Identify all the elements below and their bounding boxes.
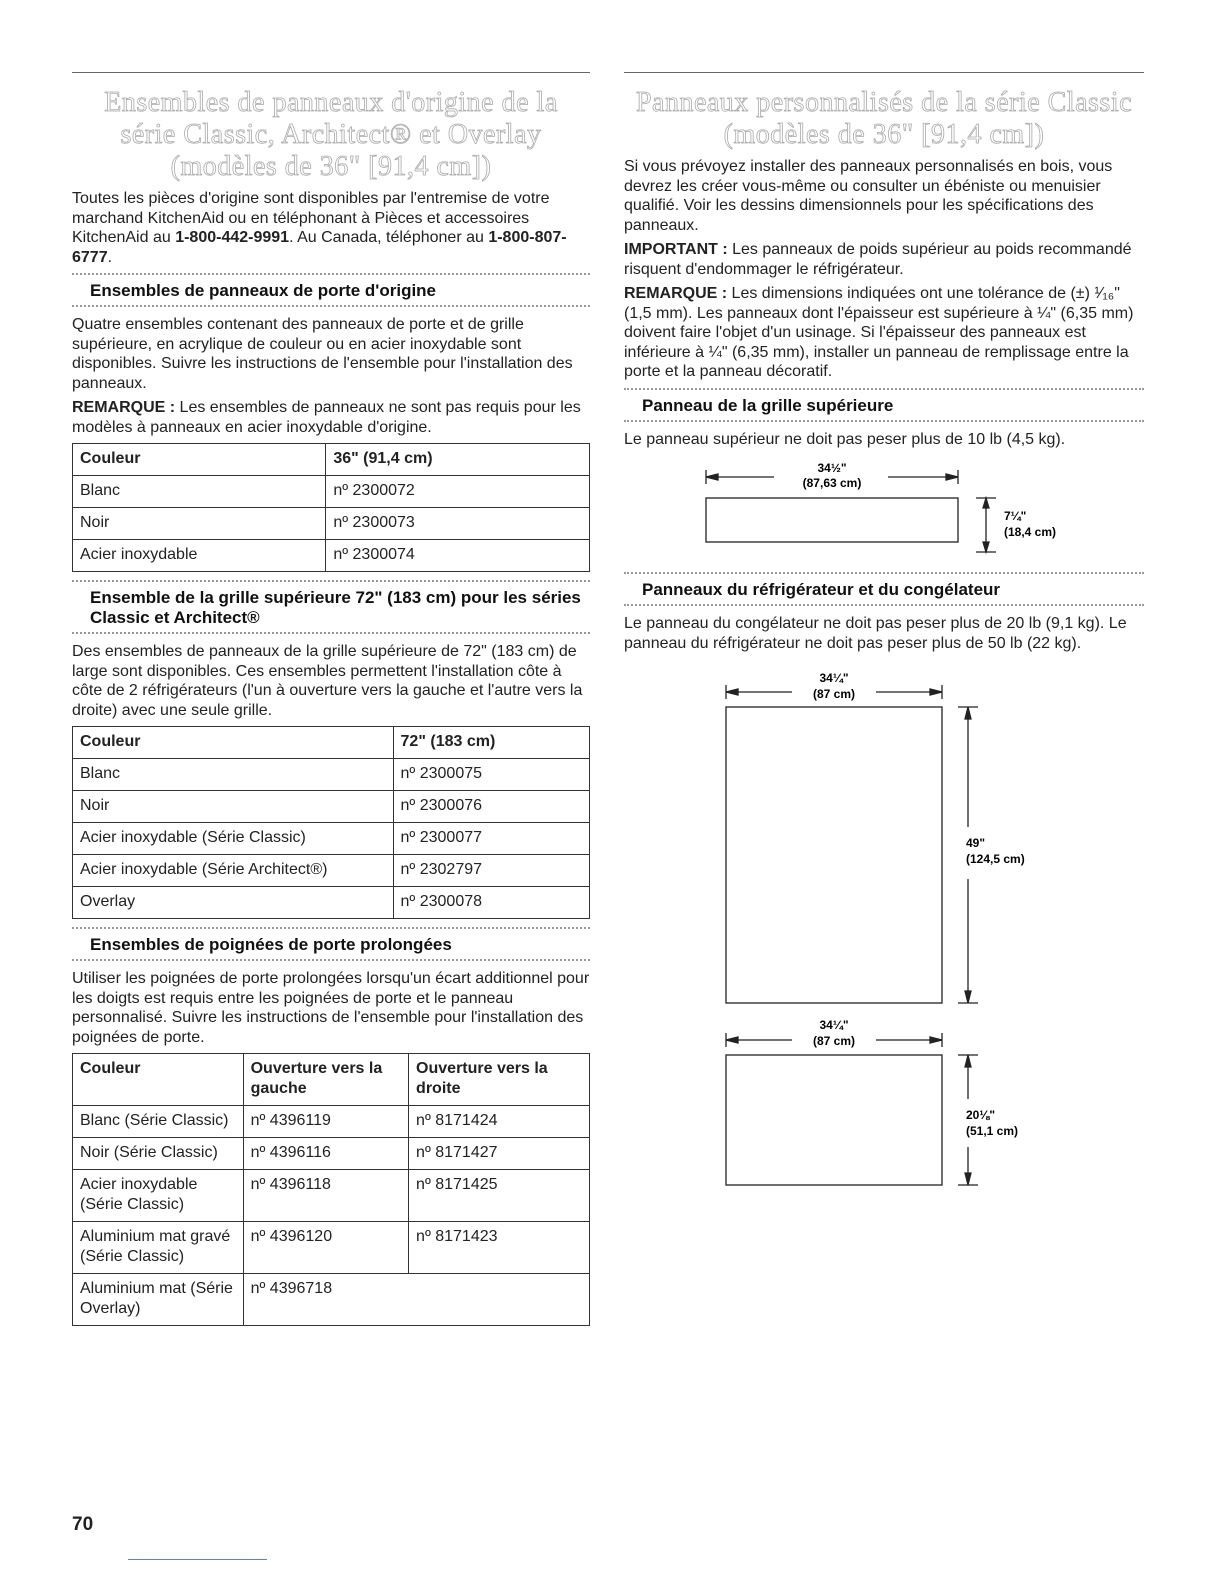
intro-paragraph: Toutes les pièces d'origine sont disponibles par l'entremise de votre marchand KitchenAid ou en téléphonant à Pièces et accessoires KitchenAid au 1-800-442-9991. Au Canada, téléphoner au 1-800-807-6777. [72,190,567,266]
important-note: IMPORTANT : Les panneaux de poids supérieur au poids recommandé risquent d'endommager le réfrigérateur. [624,241,1132,278]
top-grille-table [72,726,590,919]
arrow-down [983,542,989,552]
fridge-height-in: 49" [966,836,986,850]
divider [624,604,1144,606]
subheading-extended-handles: Ensembles de poignées de porte prolongées [90,935,452,954]
subheading-fridge-freezer-panels: Panneaux du réfrigérateur et du congélateur [642,580,1001,599]
top-rule [72,72,590,73]
top-rule [624,72,1144,73]
subheading-top-grille-panel: Panneau de la grille supérieure [642,395,894,415]
table-row: Acier inoxydable (Série Classic) nº 4396118 nº 8171425 [73,1170,590,1222]
arrow-up [965,707,971,719]
fridge-panel-rect [726,707,942,1003]
arrow-up [965,1055,971,1067]
footer-rule [128,1559,267,1560]
panel-width-cm: (87,63 cm) [802,476,862,490]
custom-panels-intro: Si vous prévoyez installer des panneaux personnalisés en bois, vous devrez les créer vous-même ou consulter un ébéniste ou menuisier qualifié. Voir les dessins dimensionnels pour les spécifications des panneaux. [624,158,1113,234]
arrow-left [726,689,738,695]
top-grille-body: Des ensembles de panneaux de la grille supérieure de 72" (183 cm) de large sont disponibles. Ces ensembles permettent l'installation côte à côte de 2 réfrigérateurs (l'un à ouverture vers la gauche et l'autre vers la droite) avec une seule grille. [72,643,583,719]
fridge-freezer-weight: Le panneau du congélateur ne doit pas peser plus de 20 lb (9,1 kg). Le panneau du réfrigérateur ne doit pas peser plus de 50 lb (22 kg). [624,615,1127,652]
arrow-left [706,474,718,480]
phone-canada: 1-800-807-6777 [72,229,567,266]
table-header-row: Couleur Ouverture vers la gauche Ouverture vers la droite [73,1054,590,1106]
table-row: Blanc nº 2300072 [73,476,590,508]
fridge-width-cm: (87 cm) [812,687,856,701]
arrow-right [930,689,942,695]
table-header-row: Couleur 72" (183 cm) [73,727,590,759]
freezer-width-cm: (87 cm) [812,1034,856,1048]
fridge-freezer-panel-diagram [624,667,1144,1227]
fridge-width-in: 34¼" [819,671,849,685]
table-row: Noir nº 2300076 [73,791,590,823]
arrow-left [726,1037,738,1043]
table-row: Blanc nº 2300075 [73,759,590,791]
fridge-height-cm: (124,5 cm) [966,852,1025,866]
table-row: Blanc (Série Classic) nº 4396119 nº 8171424 [73,1106,590,1138]
top-grille-panel-diagram [624,454,1144,564]
door-panels-note: REMARQUE : Les ensembles de panneaux ne sont pas requis pour les modèles à panneaux en acier inoxydable d'origine. [72,399,581,436]
extended-handles-body: Utiliser les poignées de porte prolongées lorsqu'un écart additionnel pour les doigts est requis entre les poignées de porte et le panneau personnalisé. Suivre les instructions de l'ensemble pour l'installation des poignées de porte. [72,970,590,1046]
table-row: Noir nº 2300073 [73,508,590,540]
table-row: Acier inoxydable (Série Classic) nº 2300077 [73,823,590,855]
freezer-height-cm: (51,1 cm) [966,1124,1019,1138]
freezer-panel-rect [726,1055,942,1185]
table-row: Overlay nº 2300078 [73,887,590,919]
phone-us: 1-800-442-9991 [175,229,290,246]
table-row: Acier inoxydable (Série Architect®) nº 2302797 [73,855,590,887]
table-row: Acier inoxydable nº 2300074 [73,540,590,572]
door-panels-body: Quatre ensembles contenant des panneaux de porte et de grille supérieure, en acrylique de couleur ou en acier inoxydable sont disponibles. Suivre les instructions de l'ensemble pour l'installation des panneaux. [72,316,573,392]
section-title-custom-panels: Panneaux personnalisés de la série Classic (modèles de 36" [91,4 cm]) [635,87,1133,150]
divider [72,305,590,307]
table-row: Aluminium mat (Série Overlay) nº 4396718 [73,1274,590,1326]
page-number: 70 [72,1514,94,1535]
top-grille-panel-rect [706,498,958,542]
right-column [624,72,1144,1227]
freezer-height-in: 20⅛" [966,1108,996,1122]
panel-height-cm: (18,4 cm) [1004,525,1057,539]
section-title-original-panels: Ensembles de panneaux d'origine de la série Classic, Architect® et Overlay (modèles de 36" [91,4 cm]) [104,87,558,182]
handles-table [72,1053,590,1326]
arrow-right [946,474,958,480]
arrow-up [983,498,989,508]
table-header-row: Couleur 36" (91,4 cm) [73,444,590,476]
left-column [72,72,590,1334]
tolerance-note: REMARQUE : Les dimensions indiquées ont une tolérance de (±) ¹⁄₁₆" (1,5 mm). Les panneaux dont l'épaisseur est supérieure à ¼" (6,35 mm) doivent faire l'objet d'un usinage. Si l'épaisseur des panneaux est inférieure à ¼" (6,35 mm), installer un panneau de remplissage entre la porte et la panneau décoratif. [624,285,1134,380]
subheading-top-grille-72: Ensemble de la grille supérieure 72" (183 cm) pour les séries Classic et Architect® [90,588,581,627]
arrow-down [965,1173,971,1185]
table-row: Aluminium mat gravé (Série Classic) nº 4396120 nº 8171423 [73,1222,590,1274]
table-row: Noir (Série Classic) nº 4396116 nº 8171427 [73,1138,590,1170]
panel-width-in: 34½" [817,461,847,475]
divider [72,959,590,961]
arrow-down [965,991,971,1003]
door-panels-table [72,443,590,572]
divider [72,632,590,634]
panel-height-in: 7¼" [1004,509,1027,523]
divider [624,420,1144,422]
arrow-right [930,1037,942,1043]
top-grille-weight: Le panneau supérieur ne doit pas peser plus de 10 lb (4,5 kg). [624,430,1066,448]
subheading-door-panels: Ensembles de panneaux de porte d'origine [90,281,437,300]
freezer-width-in: 34¼" [819,1018,849,1032]
